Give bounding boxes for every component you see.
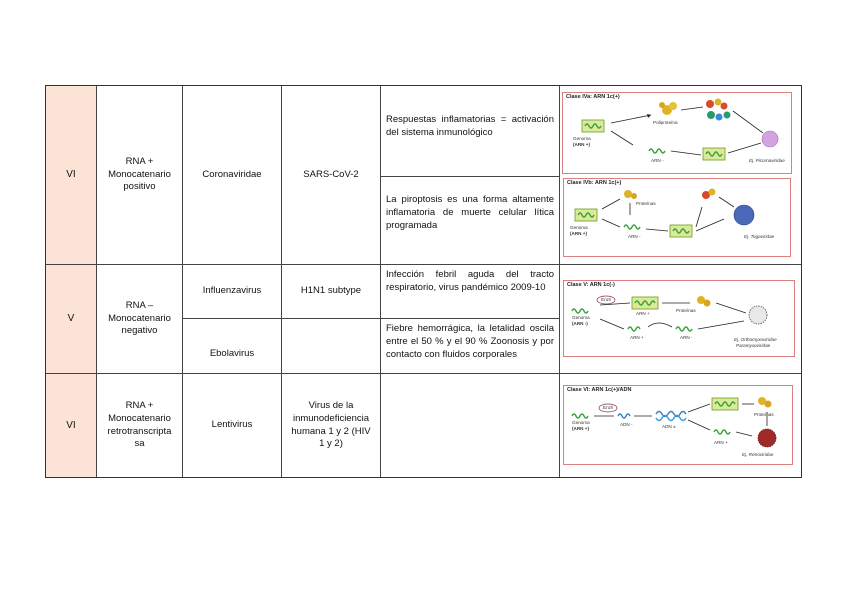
diagram-title: Clase IVa: ARN 1c(+): [566, 94, 620, 100]
genome-type-label: (ARN +): [572, 426, 589, 431]
note-cell: La piroptosis es una forma altamente inflamatoria de muerte celular lítica programada: [381, 177, 560, 265]
dna-double-label: ADN ±: [662, 424, 676, 429]
class-cell: V: [46, 265, 97, 374]
example-cell: H1N1 subtype: [282, 265, 381, 319]
note-cell: [381, 374, 560, 477]
note-cell: Fiebre hemorrágica, la letalidad oscila entre el 50 % y el 90 % Zoonosis y por contacto con fluidos corporales: [381, 319, 560, 374]
rna-plus-label-2: ARN +: [630, 335, 644, 340]
genome-label: Genoma: [570, 225, 588, 230]
family-cell: Coronaviridae: [183, 86, 282, 265]
rna-minus-label: ARN -: [651, 158, 664, 163]
dna-minus-label: ADN -: [620, 422, 633, 427]
enzyme-label: Enz!i: [603, 405, 614, 410]
genus-cell: Ebolavirus: [183, 319, 282, 374]
genome-type-label: (ARN +): [573, 142, 590, 147]
family-label: Ej. Retroviridae: [742, 452, 774, 457]
genome-label: Genoma: [573, 136, 591, 141]
diagram-class-v: [563, 280, 795, 357]
genome-cell: RNA + Monocatenario positivo: [97, 86, 183, 265]
genome-type-label: (ARN -): [572, 321, 588, 326]
class-cell: VI: [46, 86, 97, 265]
diagram-class-iva: [562, 92, 792, 174]
genome-cell: RNA + Monocatenario retrotranscripta sa: [97, 374, 183, 477]
example-cell: SARS-CoV-2: [282, 86, 381, 265]
rna-plus-label: ARN +: [636, 311, 650, 316]
family-label: Ej. Orthomyxoviridae: [734, 337, 777, 342]
genome-type-label: (ARN +): [570, 231, 587, 236]
diagram-title: Clase IVb: ARN 1c(+): [567, 180, 622, 186]
example-cell: Virus de la inmunodeficiencia humana 1 y 2 (HIV 1 y 2): [282, 374, 381, 477]
diagram-class-ivb: [563, 178, 791, 257]
family-label: Ej. Togaviridae: [744, 234, 775, 239]
note-cell: Respuestas inflamatorias = activación del sistema inmunológico: [381, 86, 560, 177]
family-label-2: Paramyxoviridae: [736, 343, 771, 348]
rna-minus-label: ARN -: [628, 234, 641, 239]
class-cell: VI: [46, 374, 97, 477]
note-cell: Infección febril aguda del tracto respiratorio, virus pandémico 2009-10: [381, 265, 560, 319]
genome-label: Genoma: [572, 315, 590, 320]
rna-plus-label: ARN +: [714, 440, 728, 445]
genome-cell: RNA – Monocatenario negativo: [97, 265, 183, 374]
genus-cell: Influenzavirus: [183, 265, 282, 319]
polyprotein-label: Poliproteína: [653, 120, 678, 125]
diagram-title: Clase VI: ARN 1c(+)/ADN: [567, 387, 632, 393]
enzyme-label: Enz!i: [601, 297, 612, 302]
diagram-class-vi: [563, 385, 793, 465]
proteins-label: Proteínas: [754, 412, 774, 417]
genome-label: Genoma: [572, 420, 590, 425]
family-label: Ej. Picornaviridae: [749, 158, 785, 163]
proteins-label: Proteínas: [636, 201, 656, 206]
family-cell: Lentivirus: [183, 374, 282, 477]
replication-cycle-figure: [564, 179, 792, 258]
example-cell: [282, 319, 381, 374]
rna-minus-label: ARN -: [680, 335, 693, 340]
diagram-title: Clase V: ARN 1c(-): [567, 282, 615, 288]
proteins-label: Proteínas: [676, 308, 696, 313]
